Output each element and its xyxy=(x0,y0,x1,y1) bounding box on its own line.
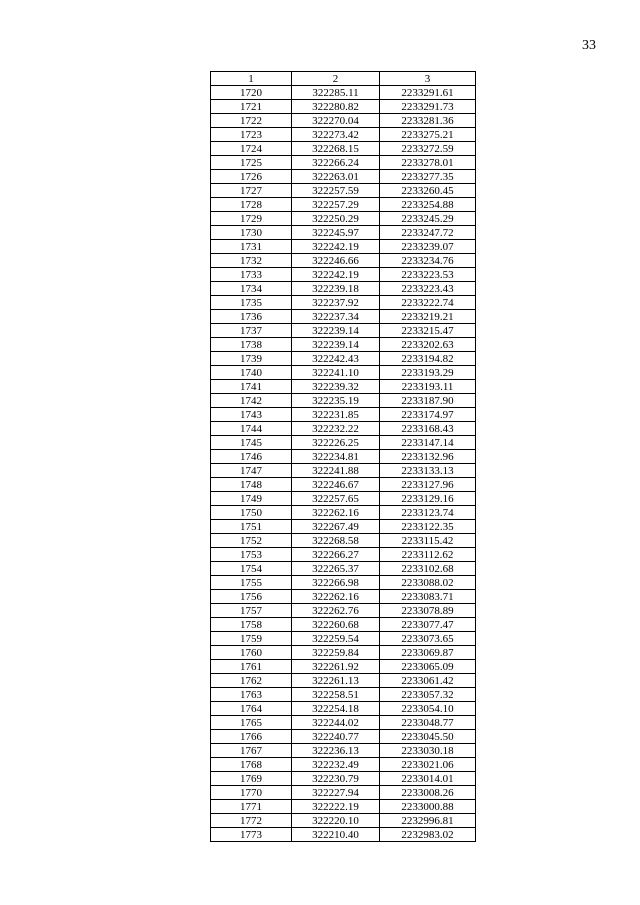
cell-x: 322266.27 xyxy=(292,548,380,562)
cell-x: 322250.29 xyxy=(292,212,380,226)
cell-x: 322261.92 xyxy=(292,660,380,674)
table-row xyxy=(211,86,476,100)
cell-point-number: 1736 xyxy=(211,310,292,324)
cell-y: 2233193.29 xyxy=(380,366,476,380)
cell-point-number: 1772 xyxy=(211,814,292,828)
column-header-y: 3 xyxy=(380,72,476,86)
table-row xyxy=(211,338,476,352)
cell-x: 322241.88 xyxy=(292,464,380,478)
table-row xyxy=(211,730,476,744)
cell-point-number: 1746 xyxy=(211,450,292,464)
cell-x: 322260.68 xyxy=(292,618,380,632)
table-row xyxy=(211,590,476,604)
cell-x: 322230.79 xyxy=(292,772,380,786)
cell-point-number: 1742 xyxy=(211,394,292,408)
cell-point-number: 1744 xyxy=(211,422,292,436)
cell-point-number: 1727 xyxy=(211,184,292,198)
table-row xyxy=(211,156,476,170)
table-row xyxy=(211,716,476,730)
cell-y: 2233000.88 xyxy=(380,800,476,814)
table-row xyxy=(211,646,476,660)
cell-x: 322268.58 xyxy=(292,534,380,548)
table-row xyxy=(211,100,476,114)
cell-x: 322262.16 xyxy=(292,590,380,604)
table-row xyxy=(211,548,476,562)
cell-y: 2233008.26 xyxy=(380,786,476,800)
cell-point-number: 1735 xyxy=(211,296,292,310)
cell-point-number: 1743 xyxy=(211,408,292,422)
cell-y: 2233069.87 xyxy=(380,646,476,660)
cell-x: 322273.42 xyxy=(292,128,380,142)
cell-point-number: 1757 xyxy=(211,604,292,618)
table-row xyxy=(211,198,476,212)
cell-point-number: 1734 xyxy=(211,282,292,296)
cell-y: 2233132.96 xyxy=(380,450,476,464)
cell-x: 322267.49 xyxy=(292,520,380,534)
cell-y: 2233194.82 xyxy=(380,352,476,366)
table-row xyxy=(211,408,476,422)
cell-x: 322234.81 xyxy=(292,450,380,464)
cell-x: 322246.66 xyxy=(292,254,380,268)
table-row xyxy=(211,240,476,254)
table-row xyxy=(211,436,476,450)
cell-point-number: 1738 xyxy=(211,338,292,352)
cell-x: 322239.32 xyxy=(292,380,380,394)
cell-point-number: 1731 xyxy=(211,240,292,254)
table-row xyxy=(211,506,476,520)
cell-x: 322222.19 xyxy=(292,800,380,814)
cell-x: 322227.94 xyxy=(292,786,380,800)
cell-y: 2233193.11 xyxy=(380,380,476,394)
cell-point-number: 1764 xyxy=(211,702,292,716)
cell-y: 2233168.43 xyxy=(380,422,476,436)
cell-point-number: 1773 xyxy=(211,828,292,842)
table-row xyxy=(211,576,476,590)
cell-x: 322237.92 xyxy=(292,296,380,310)
cell-y: 2233030.18 xyxy=(380,744,476,758)
table-row xyxy=(211,632,476,646)
cell-point-number: 1737 xyxy=(211,324,292,338)
cell-x: 322242.43 xyxy=(292,352,380,366)
table-row xyxy=(211,478,476,492)
cell-point-number: 1755 xyxy=(211,576,292,590)
table-row xyxy=(211,184,476,198)
cell-x: 322239.14 xyxy=(292,324,380,338)
cell-point-number: 1728 xyxy=(211,198,292,212)
cell-y: 2233222.74 xyxy=(380,296,476,310)
cell-point-number: 1747 xyxy=(211,464,292,478)
coordinates-table xyxy=(210,71,476,842)
table-row xyxy=(211,786,476,800)
cell-y: 2233057.32 xyxy=(380,688,476,702)
cell-y: 2233115.42 xyxy=(380,534,476,548)
cell-y: 2233245.29 xyxy=(380,212,476,226)
table-row xyxy=(211,618,476,632)
cell-x: 322245.97 xyxy=(292,226,380,240)
cell-y: 2233014.01 xyxy=(380,772,476,786)
cell-y: 2233112.62 xyxy=(380,548,476,562)
table-row xyxy=(211,282,476,296)
table-row xyxy=(211,702,476,716)
cell-x: 322285.11 xyxy=(292,86,380,100)
cell-y: 2233123.74 xyxy=(380,506,476,520)
cell-x: 322258.51 xyxy=(292,688,380,702)
column-header-point-number: 1 xyxy=(211,72,292,86)
table-body xyxy=(211,86,476,842)
table-row xyxy=(211,366,476,380)
cell-y: 2232996.81 xyxy=(380,814,476,828)
cell-x: 322242.19 xyxy=(292,268,380,282)
cell-point-number: 1745 xyxy=(211,436,292,450)
cell-point-number: 1771 xyxy=(211,800,292,814)
cell-x: 322239.18 xyxy=(292,282,380,296)
cell-point-number: 1720 xyxy=(211,86,292,100)
cell-point-number: 1733 xyxy=(211,268,292,282)
cell-y: 2233187.90 xyxy=(380,394,476,408)
table-row xyxy=(211,226,476,240)
table-row xyxy=(211,142,476,156)
cell-x: 322268.15 xyxy=(292,142,380,156)
cell-point-number: 1752 xyxy=(211,534,292,548)
cell-y: 2233281.36 xyxy=(380,114,476,128)
table-row xyxy=(211,492,476,506)
cell-x: 322231.85 xyxy=(292,408,380,422)
cell-x: 322259.54 xyxy=(292,632,380,646)
table-row xyxy=(211,534,476,548)
cell-point-number: 1768 xyxy=(211,758,292,772)
table-row xyxy=(211,520,476,534)
table-row xyxy=(211,394,476,408)
cell-point-number: 1730 xyxy=(211,226,292,240)
table-row xyxy=(211,380,476,394)
table-row xyxy=(211,604,476,618)
column-header-x: 2 xyxy=(292,72,380,86)
cell-y: 2233073.65 xyxy=(380,632,476,646)
cell-point-number: 1760 xyxy=(211,646,292,660)
cell-point-number: 1767 xyxy=(211,744,292,758)
cell-y: 2232983.02 xyxy=(380,828,476,842)
cell-point-number: 1759 xyxy=(211,632,292,646)
cell-x: 322263.01 xyxy=(292,170,380,184)
table-row xyxy=(211,310,476,324)
table-row xyxy=(211,212,476,226)
cell-point-number: 1770 xyxy=(211,786,292,800)
cell-y: 2233129.16 xyxy=(380,492,476,506)
table-row xyxy=(211,800,476,814)
cell-point-number: 1751 xyxy=(211,520,292,534)
table-row xyxy=(211,450,476,464)
cell-y: 2233219.21 xyxy=(380,310,476,324)
cell-x: 322259.84 xyxy=(292,646,380,660)
cell-point-number: 1758 xyxy=(211,618,292,632)
cell-y: 2233078.89 xyxy=(380,604,476,618)
table-row xyxy=(211,114,476,128)
cell-y: 2233291.73 xyxy=(380,100,476,114)
table-row xyxy=(211,828,476,842)
cell-x: 322266.24 xyxy=(292,156,380,170)
cell-x: 322262.16 xyxy=(292,506,380,520)
table-row xyxy=(211,464,476,478)
cell-y: 2233202.63 xyxy=(380,338,476,352)
cell-y: 2233061.42 xyxy=(380,674,476,688)
cell-x: 322235.19 xyxy=(292,394,380,408)
cell-y: 2233254.88 xyxy=(380,198,476,212)
cell-x: 322244.02 xyxy=(292,716,380,730)
table-row xyxy=(211,254,476,268)
cell-x: 322270.04 xyxy=(292,114,380,128)
cell-y: 2233291.61 xyxy=(380,86,476,100)
cell-y: 2233277.35 xyxy=(380,170,476,184)
cell-point-number: 1721 xyxy=(211,100,292,114)
cell-point-number: 1726 xyxy=(211,170,292,184)
cell-x: 322257.65 xyxy=(292,492,380,506)
cell-y: 2233083.71 xyxy=(380,590,476,604)
cell-y: 2233122.35 xyxy=(380,520,476,534)
cell-x: 322226.25 xyxy=(292,436,380,450)
cell-x: 322266.98 xyxy=(292,576,380,590)
cell-y: 2233021.06 xyxy=(380,758,476,772)
cell-point-number: 1740 xyxy=(211,366,292,380)
cell-x: 322232.22 xyxy=(292,422,380,436)
table-row xyxy=(211,660,476,674)
table-row xyxy=(211,744,476,758)
cell-point-number: 1729 xyxy=(211,212,292,226)
cell-point-number: 1765 xyxy=(211,716,292,730)
cell-x: 322237.34 xyxy=(292,310,380,324)
table-row xyxy=(211,324,476,338)
cell-x: 322242.19 xyxy=(292,240,380,254)
cell-x: 322246.67 xyxy=(292,478,380,492)
table-row xyxy=(211,814,476,828)
table-row xyxy=(211,688,476,702)
cell-y: 2233133.13 xyxy=(380,464,476,478)
cell-point-number: 1741 xyxy=(211,380,292,394)
cell-y: 2233215.47 xyxy=(380,324,476,338)
cell-x: 322236.13 xyxy=(292,744,380,758)
table-row xyxy=(211,674,476,688)
cell-x: 322210.40 xyxy=(292,828,380,842)
cell-y: 2233239.07 xyxy=(380,240,476,254)
cell-x: 322261.13 xyxy=(292,674,380,688)
cell-y: 2233102.68 xyxy=(380,562,476,576)
cell-y: 2233275.21 xyxy=(380,128,476,142)
table-row xyxy=(211,772,476,786)
cell-point-number: 1761 xyxy=(211,660,292,674)
cell-y: 2233147.14 xyxy=(380,436,476,450)
cell-y: 2233278.01 xyxy=(380,156,476,170)
cell-point-number: 1749 xyxy=(211,492,292,506)
cell-y: 2233260.45 xyxy=(380,184,476,198)
cell-point-number: 1725 xyxy=(211,156,292,170)
cell-point-number: 1756 xyxy=(211,590,292,604)
cell-point-number: 1748 xyxy=(211,478,292,492)
cell-x: 322257.59 xyxy=(292,184,380,198)
table-row xyxy=(211,758,476,772)
cell-y: 2233065.09 xyxy=(380,660,476,674)
table-row xyxy=(211,422,476,436)
cell-x: 322240.77 xyxy=(292,730,380,744)
cell-y: 2233088.02 xyxy=(380,576,476,590)
cell-point-number: 1762 xyxy=(211,674,292,688)
cell-y: 2233223.53 xyxy=(380,268,476,282)
cell-x: 322232.49 xyxy=(292,758,380,772)
cell-y: 2233054.10 xyxy=(380,702,476,716)
cell-x: 322239.14 xyxy=(292,338,380,352)
cell-point-number: 1766 xyxy=(211,730,292,744)
cell-x: 322280.82 xyxy=(292,100,380,114)
cell-y: 2233045.50 xyxy=(380,730,476,744)
cell-x: 322265.37 xyxy=(292,562,380,576)
cell-y: 2233272.59 xyxy=(380,142,476,156)
cell-point-number: 1723 xyxy=(211,128,292,142)
cell-x: 322257.29 xyxy=(292,198,380,212)
cell-y: 2233174.97 xyxy=(380,408,476,422)
page-number: 33 xyxy=(582,38,596,53)
table-row xyxy=(211,128,476,142)
table-row xyxy=(211,268,476,282)
table-row xyxy=(211,170,476,184)
cell-point-number: 1769 xyxy=(211,772,292,786)
cell-point-number: 1739 xyxy=(211,352,292,366)
cell-x: 322241.10 xyxy=(292,366,380,380)
cell-point-number: 1753 xyxy=(211,548,292,562)
cell-point-number: 1722 xyxy=(211,114,292,128)
table-row xyxy=(211,352,476,366)
cell-point-number: 1763 xyxy=(211,688,292,702)
cell-y: 2233048.77 xyxy=(380,716,476,730)
cell-point-number: 1750 xyxy=(211,506,292,520)
cell-x: 322262.76 xyxy=(292,604,380,618)
cell-y: 2233247.72 xyxy=(380,226,476,240)
cell-x: 322254.18 xyxy=(292,702,380,716)
header-row xyxy=(211,72,476,86)
cell-y: 2233234.76 xyxy=(380,254,476,268)
cell-point-number: 1732 xyxy=(211,254,292,268)
cell-x: 322220.10 xyxy=(292,814,380,828)
cell-point-number: 1754 xyxy=(211,562,292,576)
table-row xyxy=(211,296,476,310)
cell-y: 2233223.43 xyxy=(380,282,476,296)
cell-y: 2233127.96 xyxy=(380,478,476,492)
table-header xyxy=(211,72,476,86)
table-row xyxy=(211,562,476,576)
cell-y: 2233077.47 xyxy=(380,618,476,632)
cell-point-number: 1724 xyxy=(211,142,292,156)
